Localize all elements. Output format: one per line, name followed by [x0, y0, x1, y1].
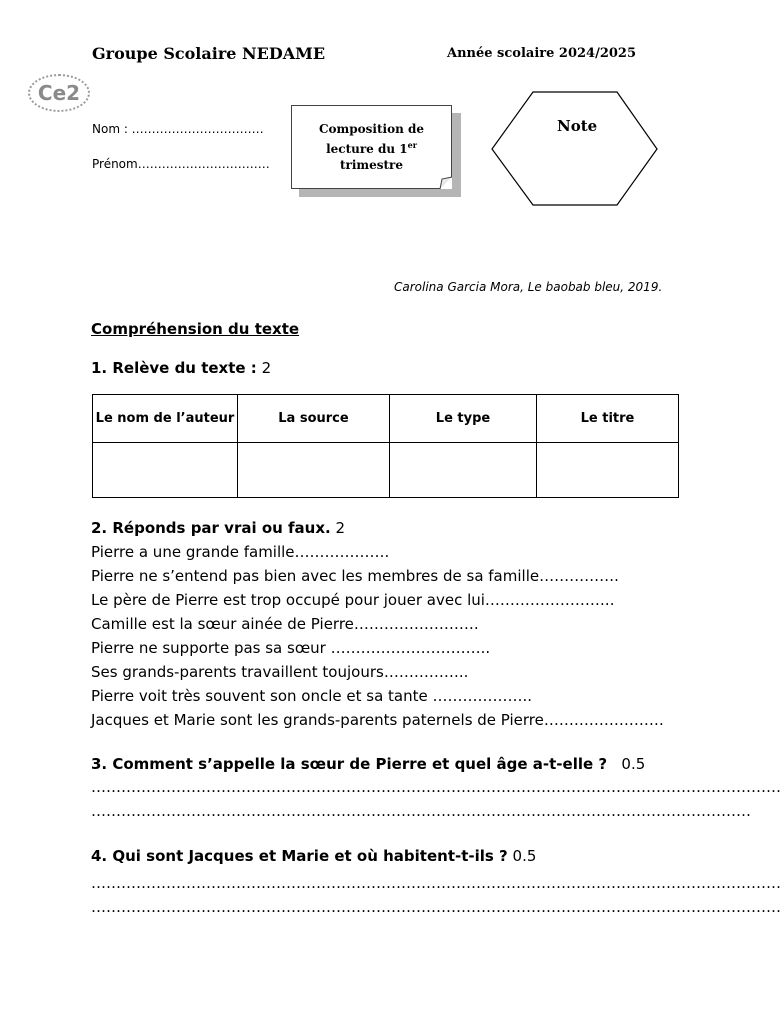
page-fold-icon [440, 177, 452, 189]
table-answer-cell[interactable] [93, 443, 238, 498]
section-title: Compréhension du texte [91, 320, 300, 338]
composition-sup: er [407, 140, 417, 150]
composition-line3: trimestre [339, 158, 403, 172]
table-header-cell: La source [238, 395, 390, 443]
note-hexagon-icon [491, 91, 659, 207]
table-answer-cell[interactable] [390, 443, 537, 498]
table-answer-cell[interactable] [537, 443, 679, 498]
question-2-label: 2. Réponds par vrai ou faux. [91, 519, 331, 537]
prenom-field[interactable]: Prénom…………………………… [92, 157, 270, 171]
nom-field[interactable]: Nom : …………………………… [92, 122, 264, 136]
answer-line[interactable]: ………………………………………………………………………………………………………………………… [91, 778, 781, 796]
question-3-points: 0.5 [621, 755, 646, 773]
grade-badge [28, 74, 90, 112]
answer-line[interactable]: ………………………………………………………………………………………………………………………… [91, 898, 781, 916]
statement-line[interactable]: Pierre voit très souvent son oncle et sa tante ……………….. [91, 687, 533, 705]
question-4 [91, 847, 536, 865]
answer-table [92, 394, 679, 498]
statement-line[interactable]: Camille est la sœur ainée de Pierre……………………. [91, 615, 479, 633]
statement-line[interactable]: Le père de Pierre est trop occupé pour jouer avec lui…………………….. [91, 591, 615, 609]
question-2-points: 2 [335, 519, 346, 537]
school-year: Année scolaire 2024/2025 [447, 46, 637, 61]
statement-line[interactable]: Ses grands-parents travaillent toujours…………….. [91, 663, 469, 681]
composition-line1: Composition de [319, 122, 424, 136]
question-3 [91, 755, 645, 773]
statement-line[interactable]: Jacques et Marie sont les grands-parents paternels de Pierre…………………… [91, 711, 664, 729]
statement-line[interactable]: Pierre ne s’entend pas bien avec les membres de sa famille……………. [91, 567, 619, 585]
statement-line[interactable]: Pierre a une grande famille………………. [91, 543, 390, 561]
table-answer-cell[interactable] [238, 443, 390, 498]
question-1-points: 2 [261, 359, 272, 377]
note-label: Note [557, 117, 598, 135]
composition-line2: lecture du 1 [326, 142, 408, 156]
composition-box [291, 105, 452, 189]
question-1-label: 1. Relève du texte : [91, 359, 257, 377]
table-row [93, 443, 679, 498]
citation: Carolina Garcia Mora, Le baobab bleu, 2019. [394, 280, 663, 294]
composition-title [319, 121, 424, 173]
statement-line[interactable]: Pierre ne supporte pas sa sœur ………………………….. [91, 639, 491, 657]
answer-line[interactable]: ………………………………………………………………………………………………………………………… [91, 874, 781, 892]
question-4-label: 4. Qui sont Jacques et Marie et où habitent-t-ils ? [91, 847, 508, 865]
question-1 [91, 359, 271, 377]
question-4-points: 0.5 [512, 847, 537, 865]
table-header-cell: Le titre [537, 395, 679, 443]
table-header-row [93, 395, 679, 443]
grade-badge-label: Ce2 [37, 81, 81, 105]
table-header-cell: Le nom de l’auteur [93, 395, 238, 443]
answer-line[interactable]: …………………………………………………………………………………………………………………… [91, 802, 751, 820]
table-header-cell: Le type [390, 395, 537, 443]
school-name: Groupe Scolaire NEDAME [92, 44, 326, 63]
question-3-label: 3. Comment s’appelle la sœur de Pierre et quel âge a-t-elle ? [91, 755, 608, 773]
question-2 [91, 519, 345, 537]
